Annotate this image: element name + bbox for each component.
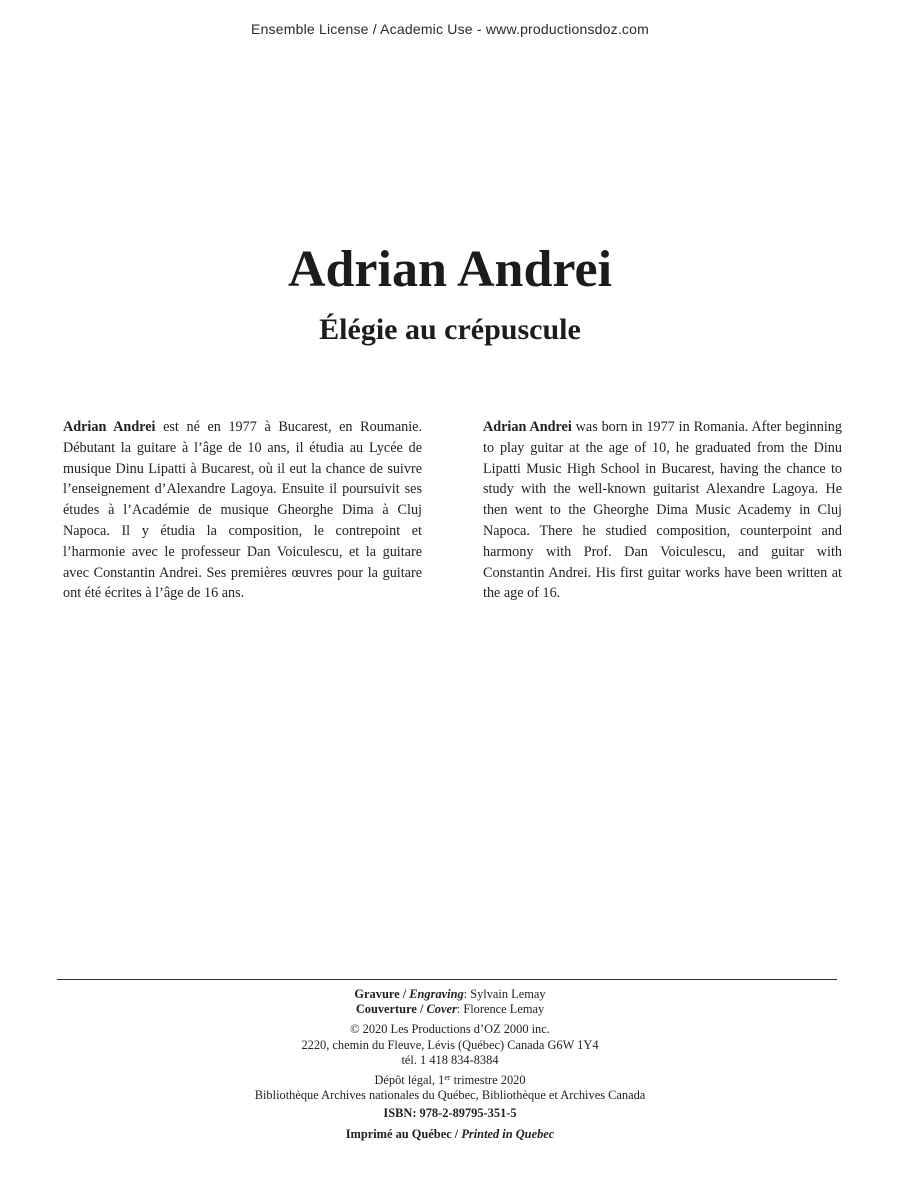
copyright-line: © 2020 Les Productions d’OZ 2000 inc. [350,1022,550,1037]
biography-french [63,417,422,604]
bio-fr-text: est né en 1977 à Bucarest, en Roumanie. Débutant la guitare à l’âge de 10 ans, il étudia au Lycée de musique Dinu Lipatti à Bucarest, où il eut la chance de suivre l’enseignement d’Alexandre Lagoya. Ensuite il poursuivit ses études à l’Académie de musique Gheorghe Dima à Cluj Napoca. Il y étudia la composition, le contrepoint et l’harmonie avec le professeur Dan Voiculescu, et la guitare avec Constantin Andrei. Ses premières œuvres pour la guitare ont été écrites à l’âge de 16 ans. [63,419,422,602]
printed-en: Printed in Quebec [461,1126,555,1141]
bio-en-name: Adrian Andrei [483,419,572,435]
work-title: Élégie au crépuscule [319,313,581,346]
footer-divider [57,979,837,980]
cover-name: : Florence Lemay [456,1002,545,1017]
engraving-credit [0,987,900,1002]
engraving-label-en: Engraving [409,987,464,1001]
engraving-name: : Sylvain Lemay [463,987,546,1001]
license-notice: Ensemble License / Academic Use - www.productionsdoz.com [251,21,649,37]
libraries-line: Bibliothèque Archives nationales du Québec, Bibliothèque et Archives Canada [254,1088,646,1103]
engraving-label-fr: Gravure / [354,987,410,1001]
biography-english [483,417,842,604]
address-line: 2220, chemin du Fleuve, Lévis (Québec) Canada G6W 1Y4 [301,1037,599,1052]
isbn-line: ISBN: 978-2-89795-351-5 [383,1106,517,1121]
phone-line: tél. 1 418 834-8384 [401,1052,499,1067]
cover-label-fr: Couverture / [355,1002,427,1017]
cover-label-en: Cover [426,1002,457,1017]
printed-fr: Imprimé au Québec / [345,1126,462,1141]
bio-en-text: was born in 1977 in Romania. After beginning to play guitar at the age of 10, he graduated from the Dinu Lipatti Music High School in Bucarest, having the chance to study with the well-known guitarist Alexandre Lagoya. He then went to the Gheorghe Dima Music Academy in Cluj Napoca. There he studied composition, counterpoint and harmony with Prof. Dan Voiculescu, and guitar with Constantin Andrei. His first guitar works have been written at the age of 16. [483,419,842,602]
legal-prefix: Dépôt légal, 1 [374,1073,445,1088]
legal-suffix: trimestre 2020 [450,1073,526,1088]
legal-deposit-line [0,1073,900,1088]
cover-credit [0,1002,900,1017]
bio-fr-name: Adrian Andrei [63,419,156,435]
publication-credits [0,987,900,1142]
printed-line [0,1127,900,1142]
composer-name: Adrian Andrei [287,241,613,298]
legal-sup: er [444,1073,451,1083]
